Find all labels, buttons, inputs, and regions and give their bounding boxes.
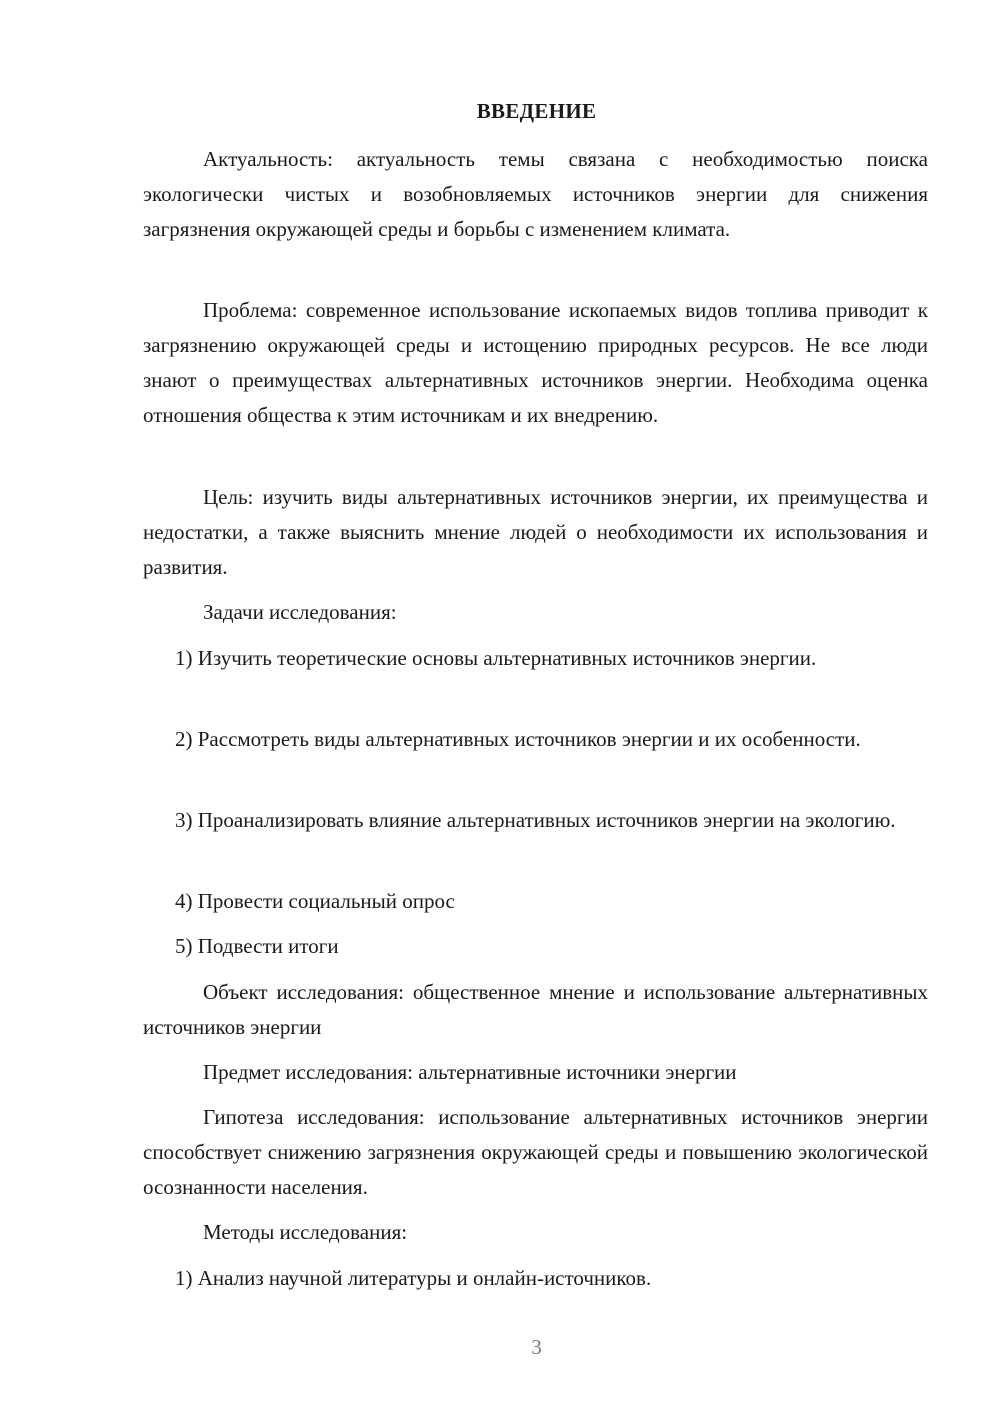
list-item-task-2: 2) Рассмотреть виды альтернативных источников энергии и их особенности. (175, 727, 861, 751)
list-item-task-4: 4) Провести социальный опрос (175, 889, 455, 913)
body-block-methods-title (143, 1215, 928, 1250)
body-block-task2 (143, 722, 928, 757)
body-block-task1 (143, 641, 928, 676)
paragraph-relevance: Актуальность: актуальность темы связана с необходимостью поиска экологически чистых и возобновляемых источников энергии для снижения загрязнения окружающей среды и борьбы с изменением климата. (143, 147, 928, 241)
paragraph-problem: Проблема: современное использование ископаемых видов топлива приводит к загрязнению окружающей среды и истощению природных ресурсов. Не все люди знают о преимуществах альтернативных источников энергии. Необходима оценка отношения общества к этим источникам и их внедрению. (143, 298, 928, 427)
page-number: 3 (531, 1335, 542, 1359)
body-block-tasks-title (143, 595, 928, 630)
section-heading: ВВЕДЕНИЕ (476, 99, 597, 123)
body-block-object (143, 975, 928, 1045)
paragraph-object: Объект исследования: общественное мнение и использование альтернативных источников энергии (143, 980, 928, 1039)
body-block-task3 (143, 803, 928, 838)
tasks-title: Задачи исследования: (203, 600, 397, 624)
body-text (143, 142, 928, 247)
paragraph-subject: Предмет исследования: альтернативные источники энергии (203, 1060, 737, 1084)
body-block-goal (143, 480, 928, 585)
paragraph-goal: Цель: изучить виды альтернативных источников энергии, их преимущества и недостатки, а также выяснить мнение людей о необходимости их использования и развития. (143, 485, 928, 579)
body-block-problem (143, 293, 928, 433)
methods-title: Методы исследования: (203, 1220, 408, 1244)
body-block-hypothesis (143, 1100, 928, 1205)
body-block-subject (143, 1055, 928, 1090)
paragraph-hypothesis: Гипотеза исследования: использование альтернативных источников энергии способствует снижению загрязнения окружающей среды и повышению экологической осознанности населения. (143, 1105, 928, 1199)
list-item-task-3: 3) Проанализировать влияние альтернативных источников энергии на экологию. (175, 808, 896, 832)
list-item-task-1: 1) Изучить теоретические основы альтернативных источников энергии. (175, 646, 817, 670)
body-block-task5 (143, 929, 928, 964)
list-item-method-1: 1) Анализ научной литературы и онлайн-источников. (175, 1266, 652, 1290)
body-block-method1 (143, 1261, 928, 1296)
list-item-task-5: 5) Подвести итоги (175, 934, 339, 958)
body-block-task4 (143, 884, 928, 919)
